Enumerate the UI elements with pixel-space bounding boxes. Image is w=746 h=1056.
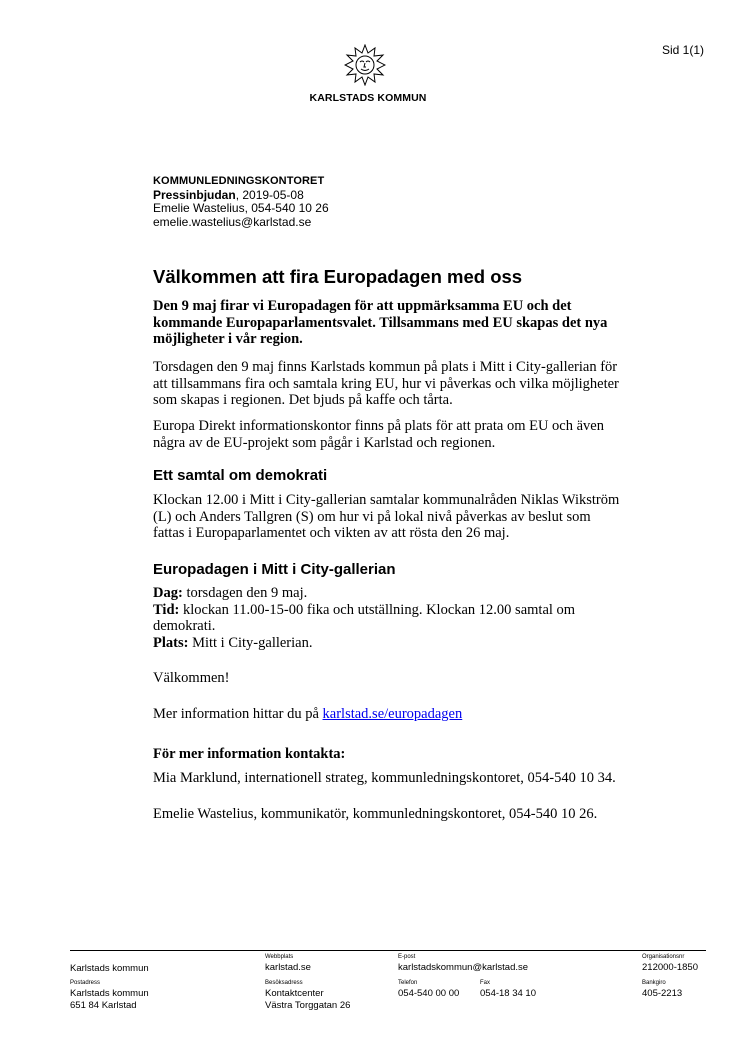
- welcome-text: Välkommen!: [153, 670, 230, 686]
- time-label: Tid:: [153, 601, 180, 618]
- section-heading-event: Europadagen i Mitt i City-gallerian: [153, 561, 396, 578]
- footer-fax-value: 054-18 34 10: [480, 988, 536, 999]
- footer-fax-label: Fax: [480, 980, 491, 986]
- footer-divider: [70, 950, 706, 951]
- section-heading-democracy: Ett samtal om demokrati: [153, 467, 328, 484]
- event-time: [153, 602, 623, 635]
- more-info-link[interactable]: karlstad.se/europadagen: [322, 706, 463, 722]
- event-day: [153, 585, 623, 602]
- contact-line: Emelie Wastelius, 054-540 10 26: [153, 201, 329, 215]
- lead-paragraph: Den 9 maj firar vi Europadagen för att uppmärksamma EU och det kommande Europaparlamentsvalet. Tillsammans med EU skapas det nya möjligheter i vår region.: [153, 298, 608, 347]
- contacts-heading: För mer information kontakta:: [153, 746, 346, 762]
- footer-postal-line2: 651 84 Karlstad: [70, 1000, 137, 1011]
- footer-postal-line1: Karlstads kommun: [70, 988, 149, 999]
- footer-visit-label: Besöksadress: [265, 980, 303, 986]
- footer-org-name: Karlstads kommun: [70, 963, 149, 974]
- doc-date: , 2019-05-08: [235, 187, 304, 202]
- more-info-text: Mer information hittar du på: [153, 706, 323, 722]
- doc-type: Pressinbjudan: [153, 187, 236, 202]
- footer-visit-line2: Västra Torggatan 26: [265, 1000, 351, 1011]
- page-title: Välkommen att fira Europadagen med oss: [153, 266, 523, 287]
- footer-email-value: karlstadskommun@karlstad.se: [398, 962, 529, 973]
- contact-person-2: Emelie Wastelius, kommunikatör, kommunledningskontoret, 054-540 10 26.: [153, 806, 598, 822]
- footer-web-label: Webbplats: [265, 954, 294, 960]
- footer-orgnr-label: Organisationsnr: [642, 954, 685, 960]
- body-paragraph-1: Torsdagen den 9 maj finns Karlstads kommun på plats i Mitt i City-gallerian för att tillsammans fira och samtala kring EU, hur vi påverkas och vilka möjligheter som skapas i regionen. Det bjuds på kaffe och tårta.: [153, 359, 619, 408]
- body-paragraph-2: Europa Direkt informationskontor finns på plats för att prata om EU och även några av de EU-projekt som pågår i Karlstad och regionen.: [153, 418, 604, 451]
- sun-logo-icon: [344, 44, 386, 86]
- time-value: klockan 11.00-15-00 fika och utställning. Klockan 12.00 samtal om demokrati.: [153, 601, 576, 634]
- footer-orgnr-value: 212000-1850: [642, 962, 698, 973]
- place-label: Plats:: [153, 634, 189, 651]
- footer-phone-label: Telefon: [398, 980, 418, 986]
- footer-phone-value: 054-540 00 00: [398, 988, 460, 999]
- footer-web-value: karlstad.se: [265, 962, 311, 973]
- footer-bankgiro-value: 405-2213: [642, 988, 683, 999]
- sender-block: [153, 175, 329, 229]
- footer-bankgiro-label: Bankgiro: [642, 980, 666, 986]
- doc-type-line: [153, 189, 329, 203]
- place-value: Mitt i City-gallerian.: [188, 634, 313, 651]
- footer-visit-line1: Kontaktcenter: [265, 988, 324, 999]
- sender-email: emelie.wastelius@karlstad.se: [153, 214, 312, 229]
- footer-email-label: E-post: [398, 954, 416, 960]
- day-value: torsdagen den 9 maj.: [182, 585, 308, 601]
- event-place: [153, 635, 623, 652]
- page-number: Sid 1(1): [661, 43, 704, 57]
- department: KOMMUNLEDNINGSKONTORET: [153, 175, 325, 187]
- day-label: Dag:: [153, 585, 183, 601]
- footer-postal-label: Postadress: [70, 980, 101, 986]
- event-details: [153, 585, 623, 651]
- more-info-line: [153, 706, 623, 723]
- democracy-paragraph: Klockan 12.00 i Mitt i City-gallerian samtalar kommunalråden Niklas Wikström (L) och Anders Tallgren (S) om hur vi på lokal nivå påverkas av beslut som fattas i Europaparlamentet och vikten av att rösta den 26 maj.: [153, 492, 620, 541]
- contact-person-1: Mia Marklund, internationell strateg, kommunledningskontoret, 054-540 10 34.: [153, 770, 616, 786]
- logo-text: KARLSTADS KOMMUN: [309, 92, 427, 104]
